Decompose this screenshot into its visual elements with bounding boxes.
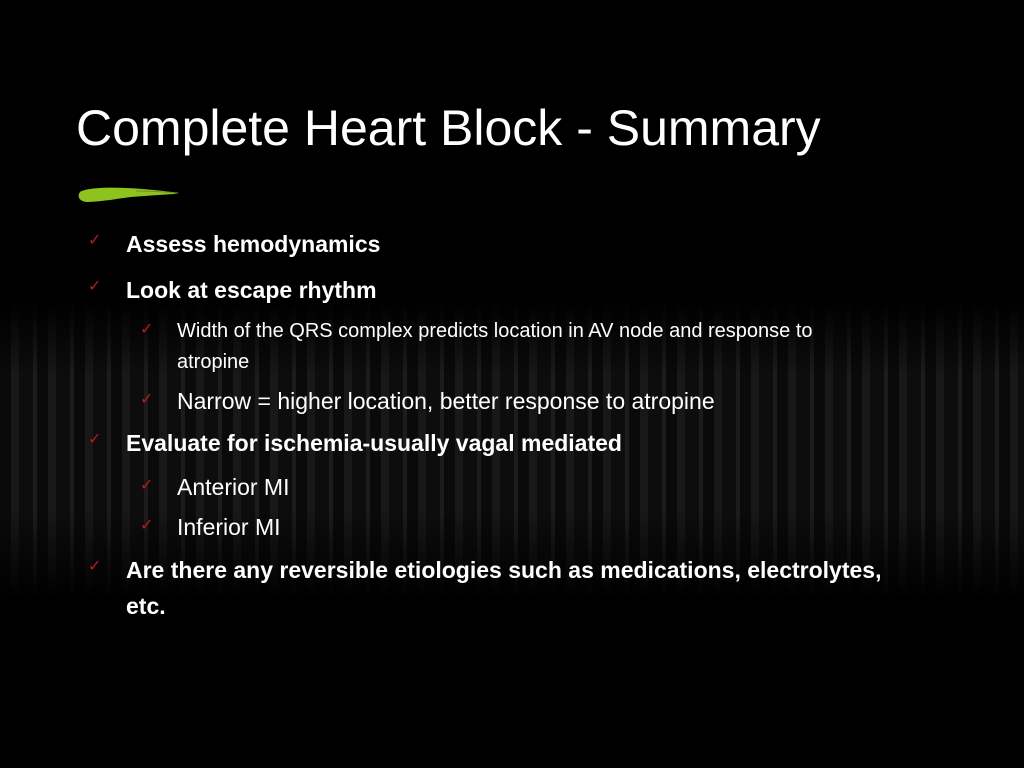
bullet-text: Evaluate for ischemia-usually vagal mediated: [126, 430, 622, 456]
list-item: [140, 316, 877, 378]
bullet-text: Width of the QRS complex predicts location in AV node and response to atropine: [177, 320, 813, 373]
checkmark-icon: ✓: [140, 515, 154, 534]
checkmark-icon: ✓: [140, 389, 154, 408]
list-item: [88, 425, 926, 461]
bullet-text: Look at escape rhythm: [126, 277, 377, 303]
checkmark-icon: ✓: [88, 556, 102, 575]
list-item: [88, 552, 916, 624]
bullet-text: Are there any reversible etiologies such as medications, electrolytes, etc.: [126, 557, 882, 619]
bullet-text: Inferior MI: [177, 514, 281, 540]
list-item: [140, 472, 877, 503]
list-item: [88, 272, 926, 308]
list-item: [140, 512, 877, 543]
checkmark-icon: ✓: [88, 230, 102, 249]
checkmark-icon: ✓: [140, 319, 154, 338]
checkmark-icon: ✓: [88, 429, 102, 448]
bullet-text: Assess hemodynamics: [126, 231, 381, 257]
list-item: [140, 386, 877, 417]
bullet-text: Anterior MI: [177, 474, 290, 500]
list-item: [88, 226, 926, 262]
slide-title: Complete Heart Block - Summary: [76, 100, 821, 156]
checkmark-icon: ✓: [88, 276, 102, 295]
bullet-text: Narrow = higher location, better response to atropine: [177, 388, 715, 414]
checkmark-icon: ✓: [140, 475, 154, 494]
